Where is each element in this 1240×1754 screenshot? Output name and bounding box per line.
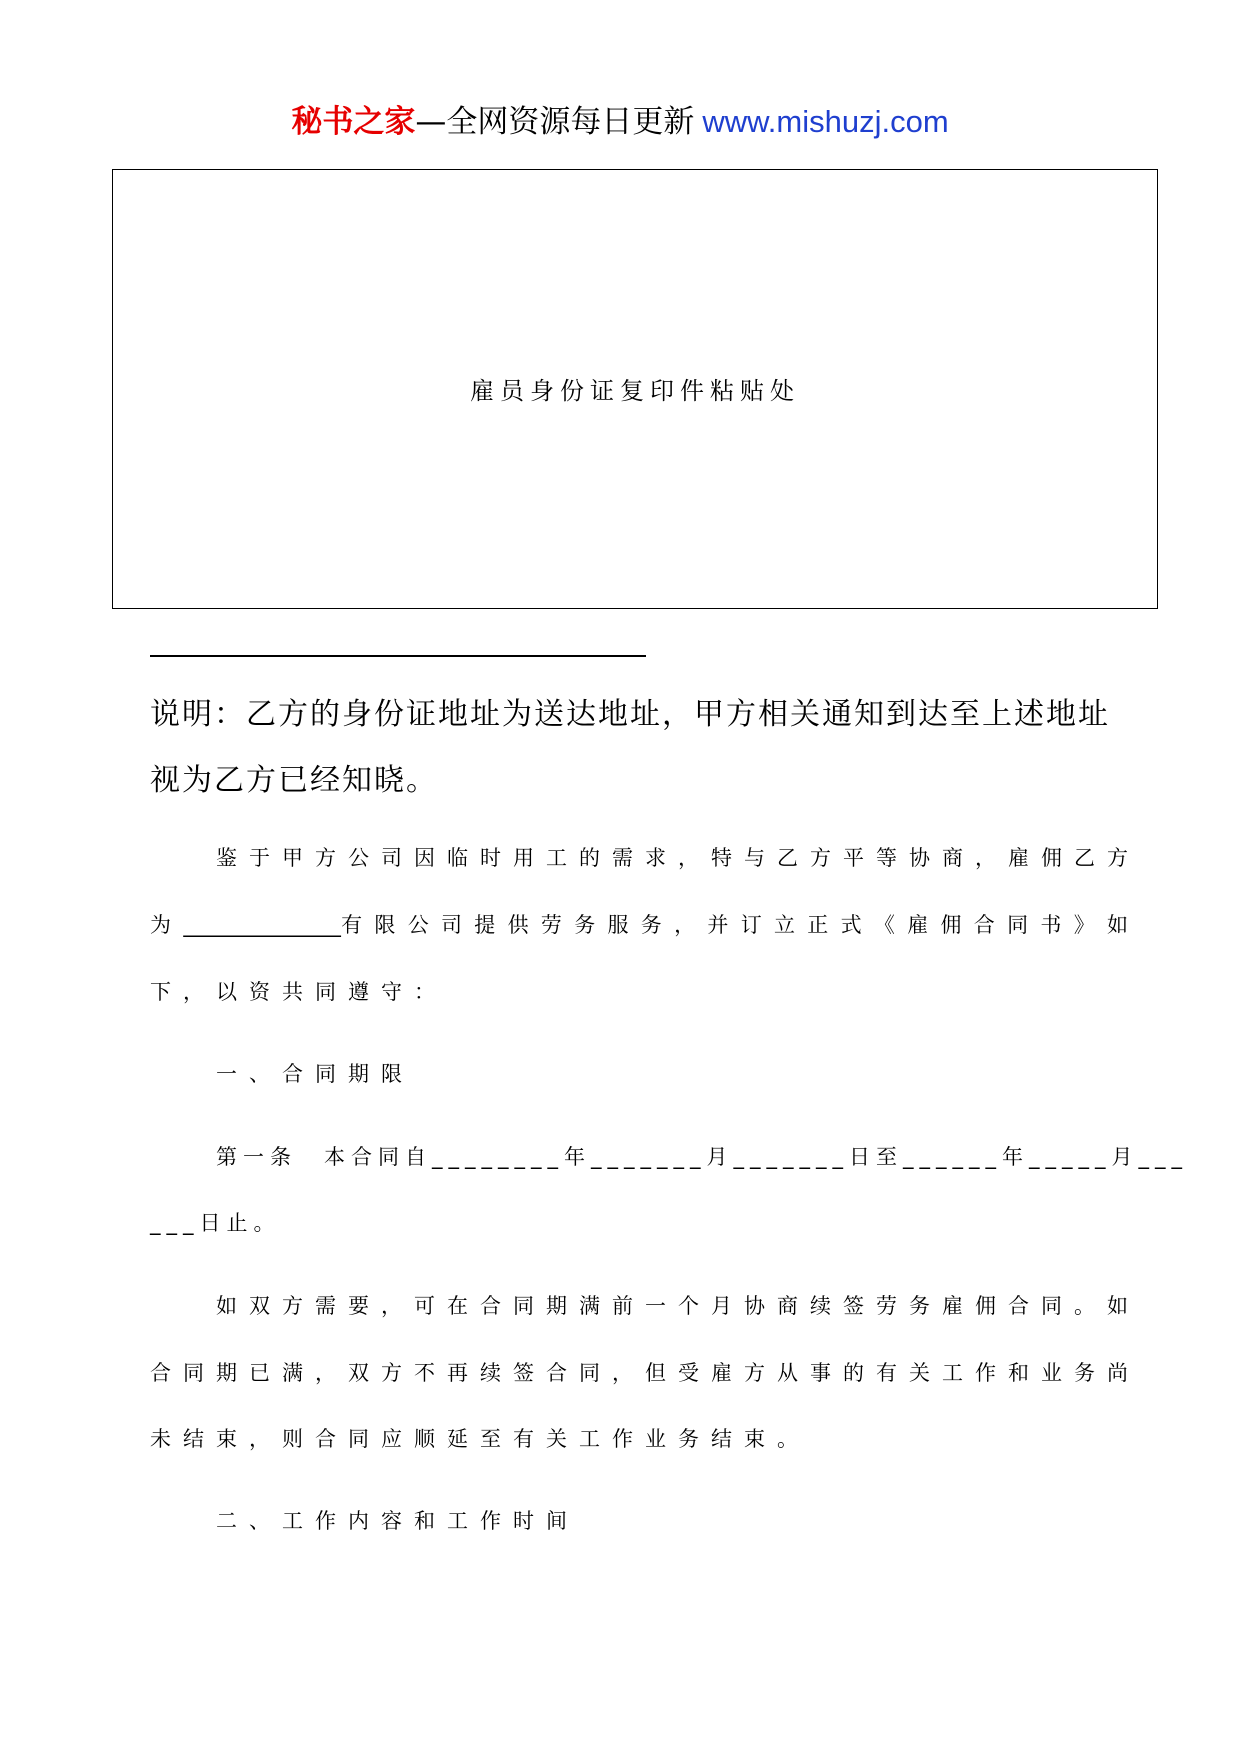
article-1-line-2: ___日止。: [150, 1211, 281, 1235]
article-1-line-1: 第一条 本合同自________年_______月_______日至______年_____月___: [216, 1145, 1188, 1169]
renewal-line-2: 合同期已满，双方不再续签合同，但受雇方从事的有关工作和业务尚: [150, 1361, 1140, 1385]
id-copy-paste-box: [112, 169, 1158, 609]
header-tagline: —全网资源每日更新: [415, 104, 695, 140]
address-note: 说明：乙方的身份证地址为送达地址，甲方相关通知到达至上述地址视为乙方已经知晓。: [150, 697, 1110, 798]
renewal-line-1: 如双方需要，可在合同期满前一个月协商续签劳务雇佣合同。如: [216, 1294, 1140, 1318]
company-name-blank[interactable]: _______________: [183, 913, 341, 937]
preamble-line-2: [150, 910, 1140, 940]
preamble-line-1: 鉴于甲方公司因临时用工的需求，特与乙方平等协商，雇佣乙方: [216, 846, 1140, 870]
preamble-line-3: 下，以资共同遵守：: [150, 980, 447, 1004]
brand-name: 秘书之家: [291, 104, 416, 140]
id-box-label: 雇员身份证复印件粘贴处: [470, 377, 800, 405]
site-url[interactable]: www.mishuzj.com: [702, 104, 949, 139]
signature-line: [150, 655, 646, 657]
page-header: [0, 100, 1240, 144]
preamble-line-2-end: 有限公司提供劳务服务，并订立正式《雇佣合同书》如: [340, 913, 1141, 937]
section-1-title: 一、合同期限: [216, 1062, 414, 1086]
preamble-line-2-start: 为: [150, 913, 184, 937]
section-2-title: 二、工作内容和工作时间: [216, 1509, 579, 1533]
renewal-line-3: 未结束，则合同应顺延至有关工作业务结束。: [150, 1427, 810, 1451]
